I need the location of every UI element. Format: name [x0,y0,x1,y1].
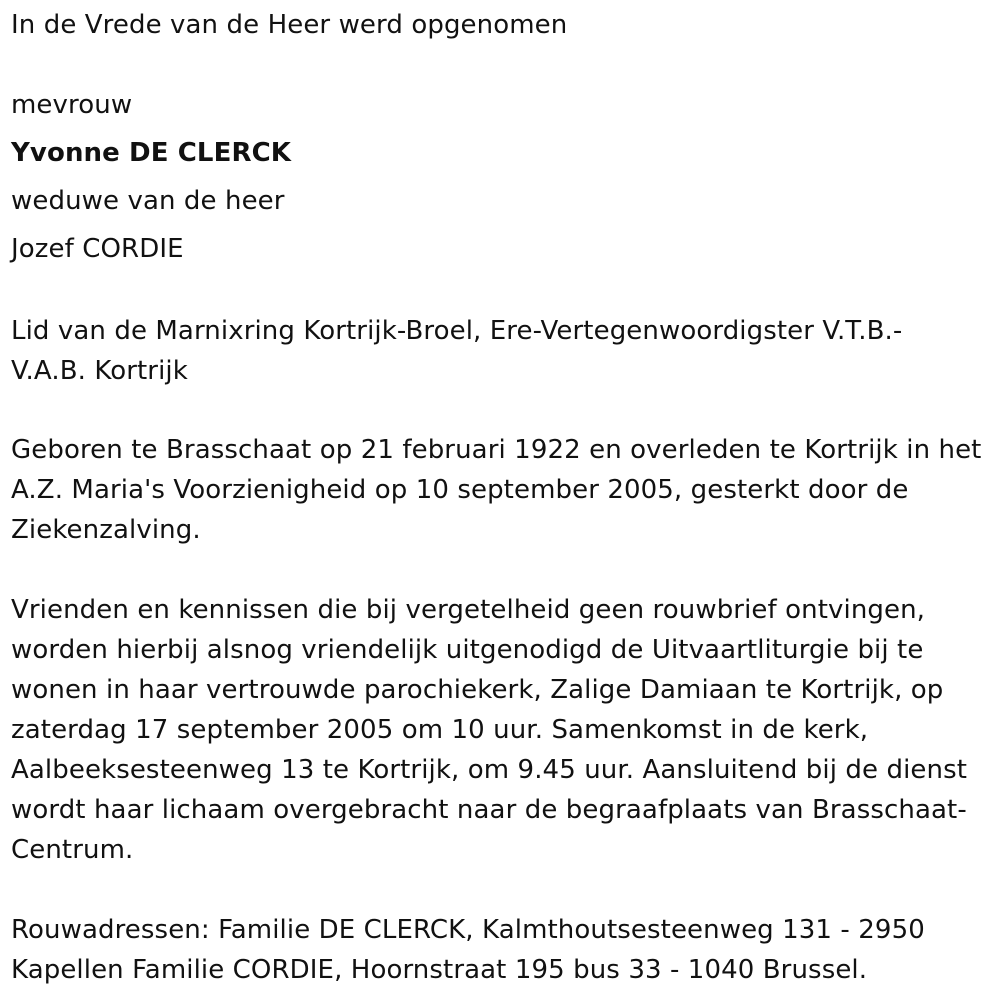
paragraph-line: Aalbeeksesteenweg 13 te Kortrijk, om 9.45 uur. Aansluitend bij de dienst [11,755,968,785]
funeral-paragraph [11,590,996,870]
spouse-name: Jozef CORDIE [11,234,184,264]
paragraph-line: A.Z. Maria's Voorzienigheid op 10 september 2005, gesterkt door de [11,475,909,505]
intro-text: In de Vrede van de Heer werd opgenomen [11,10,568,40]
paragraph-line: Geboren te Brasschaat op 21 februari 1922 en overleden te Kortrijk in het [11,435,982,465]
honorific: mevrouw [11,90,133,120]
deceased-name: Yvonne DE CLERCK [11,138,291,168]
paragraph-line: Vrienden en kennissen die bij vergetelheid geen rouwbrief ontvingen, [11,595,926,625]
paragraph-line: Lid van de Marnixring Kortrijk-Broel, Ere-Vertegenwoordigster V.T.B.- [11,316,903,346]
paragraph-line: Rouwadressen: Familie DE CLERCK, Kalmthoutsesteenweg 131 - 2950 [11,915,925,945]
paragraph-line: V.A.B. Kortrijk [11,356,188,386]
paragraph-line: Kapellen Familie CORDIE, Hoornstraat 195 bus 33 - 1040 Brussel. [11,955,868,985]
address-paragraph [11,910,996,990]
birth-death-paragraph [11,430,996,550]
paragraph-line: zaterdag 17 september 2005 om 10 uur. Samenkomst in de kerk, [11,715,869,745]
paragraph-line: Ziekenzalving. [11,515,201,545]
relation-text: weduwe van de heer [11,186,285,216]
paragraph-line: wonen in haar vertrouwde parochiekerk, Zalige Damiaan te Kortrijk, op [11,675,944,705]
paragraph-line: wordt haar lichaam overgebracht naar de begraafplaats van Brasschaat- [11,795,967,825]
paragraph-line: worden hierbij alsnog vriendelijk uitgenodigd de Uitvaartliturgie bij te [11,635,924,665]
paragraph-line: Centrum. [11,835,134,865]
membership-paragraph [11,311,996,391]
